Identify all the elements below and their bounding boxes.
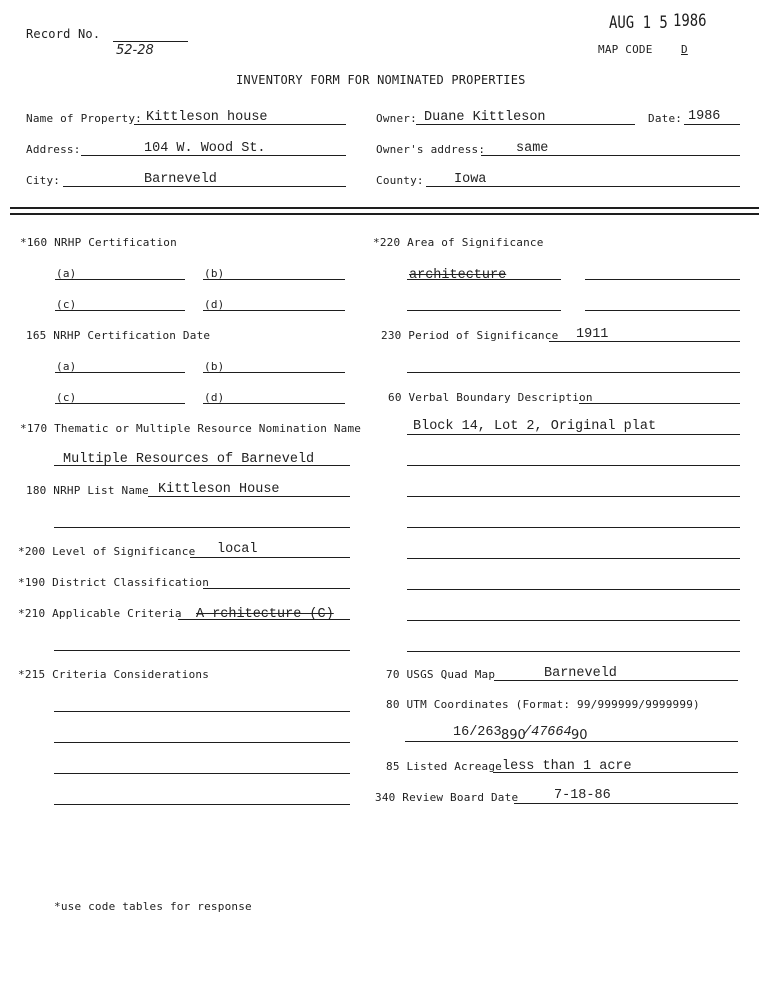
name-of-property-label: Name of Property: bbox=[26, 112, 142, 125]
field-60-line-3 bbox=[407, 496, 740, 497]
field-85-value: less than 1 acre bbox=[502, 759, 632, 774]
name-of-property-value: Kittleson house bbox=[146, 110, 268, 125]
field-215-line-4 bbox=[54, 804, 350, 805]
field-160-d-label: (d) bbox=[204, 298, 225, 311]
field-160-a-line bbox=[55, 279, 185, 280]
record-number-value: 52-28 bbox=[116, 43, 154, 58]
field-70-label: 70 USGS Quad Map bbox=[386, 668, 496, 681]
utm-zone-easting: 16/263 bbox=[453, 725, 502, 740]
utm-easting-suffix: 890 bbox=[501, 728, 526, 743]
field-220-label: *220 Area of Significance bbox=[373, 236, 544, 249]
received-year-stamp: 1986 bbox=[673, 11, 707, 31]
field-60-line-8 bbox=[407, 651, 740, 652]
field-210-value: A rchitecture (C) bbox=[196, 607, 334, 622]
field-160-b-line bbox=[203, 279, 345, 280]
field-60-line-6 bbox=[407, 589, 740, 590]
field-165-a-label: (a) bbox=[56, 360, 77, 373]
field-215-line-1 bbox=[54, 711, 350, 712]
field-220-line-1 bbox=[407, 279, 561, 280]
owner-label: Owner: bbox=[376, 112, 417, 125]
field-220-line-3 bbox=[407, 310, 561, 311]
field-160-b-label: (b) bbox=[204, 267, 225, 280]
field-340-label: 340 Review Board Date bbox=[375, 791, 519, 804]
field-165-c-line bbox=[55, 403, 185, 404]
field-215-line-2 bbox=[54, 742, 350, 743]
field-60-line-7 bbox=[407, 620, 740, 621]
field-220-line-4 bbox=[585, 310, 740, 311]
field-215-line-3 bbox=[54, 773, 350, 774]
county-value: Iowa bbox=[454, 172, 487, 187]
field-160-a-label: (a) bbox=[56, 267, 77, 280]
field-210-label: *210 Applicable Criteria bbox=[18, 607, 182, 620]
county-label: County: bbox=[376, 174, 424, 187]
field-170-label: *170 Thematic or Multiple Resource Nomination Name bbox=[20, 422, 362, 435]
field-220-line-2 bbox=[585, 279, 740, 280]
field-340-line bbox=[514, 803, 738, 804]
date-label: Date: bbox=[648, 112, 683, 125]
field-170-value: Multiple Resources of Barneveld bbox=[63, 452, 315, 467]
date-value: 1986 bbox=[688, 109, 721, 124]
field-165-a-line bbox=[55, 372, 185, 373]
field-60-line-1 bbox=[407, 434, 740, 435]
field-70-value: Barneveld bbox=[544, 666, 617, 681]
field-230-label: 230 Period of Significance bbox=[381, 329, 559, 342]
field-160-c-label: (c) bbox=[56, 298, 77, 311]
field-180-label: 180 NRHP List Name bbox=[26, 484, 149, 497]
field-60-line-5 bbox=[407, 558, 740, 559]
field-165-label: 165 NRHP Certification Date bbox=[26, 329, 211, 342]
field-230-line-2 bbox=[407, 372, 740, 373]
field-165-b-line bbox=[203, 372, 345, 373]
field-60-line-4 bbox=[407, 527, 740, 528]
divider-rule-top bbox=[10, 207, 759, 209]
owner-value: Duane Kittleson bbox=[424, 110, 546, 125]
owners-address-value: same bbox=[516, 141, 549, 156]
field-190-label: *190 District Classification bbox=[18, 576, 210, 589]
field-170-line bbox=[54, 465, 350, 466]
field-230-value: 1911 bbox=[576, 327, 609, 342]
field-190-line bbox=[203, 588, 350, 589]
address-value: 104 W. Wood St. bbox=[144, 141, 266, 156]
received-date-stamp: AUG 1 5 bbox=[609, 13, 668, 33]
field-200-line bbox=[190, 557, 350, 558]
footnote: *use code tables for response bbox=[54, 900, 252, 913]
field-85-label: 85 Listed Acreage bbox=[386, 760, 502, 773]
map-code-value: D bbox=[681, 43, 688, 56]
field-215-label: *215 Criteria Considerations bbox=[18, 668, 210, 681]
field-180-value: Kittleson House bbox=[158, 482, 280, 497]
field-200-label: *200 Level of Significance bbox=[18, 545, 196, 558]
field-165-c-label: (c) bbox=[56, 391, 77, 404]
field-180-line-2 bbox=[54, 527, 350, 528]
field-210-line-2 bbox=[54, 650, 350, 651]
owners-address-label: Owner's address: bbox=[376, 143, 486, 156]
field-200-value: local bbox=[217, 542, 258, 557]
field-165-d-line bbox=[203, 403, 345, 404]
divider-rule-bottom bbox=[10, 213, 759, 215]
field-60-label: 60 Verbal Boundary Description bbox=[388, 391, 593, 404]
utm-northing-suffix: 90 bbox=[571, 728, 588, 743]
field-60-line-2 bbox=[407, 465, 740, 466]
address-label: Address: bbox=[26, 143, 81, 156]
field-60-value: Block 14, Lot 2, Original plat bbox=[413, 419, 657, 434]
field-340-value: 7-18-86 bbox=[554, 788, 611, 803]
field-165-b-label: (b) bbox=[204, 360, 225, 373]
utm-northing: /47664 bbox=[523, 725, 572, 740]
record-number-line bbox=[113, 41, 188, 42]
field-160-c-line bbox=[55, 310, 185, 311]
city-value: Barneveld bbox=[144, 172, 217, 187]
field-160-d-line bbox=[203, 310, 345, 311]
field-80-label: 80 UTM Coordinates (Format: 99/999999/9999999) bbox=[386, 698, 700, 711]
city-label: City: bbox=[26, 174, 61, 187]
map-code-label: MAP CODE bbox=[598, 43, 653, 56]
field-220-value: architecture bbox=[409, 268, 507, 283]
field-160-label: *160 NRHP Certification bbox=[20, 236, 177, 249]
form-title: INVENTORY FORM FOR NOMINATED PROPERTIES bbox=[236, 73, 526, 87]
record-number-label: Record No. bbox=[26, 27, 101, 41]
field-60-line bbox=[579, 403, 740, 404]
field-165-d-label: (d) bbox=[204, 391, 225, 404]
